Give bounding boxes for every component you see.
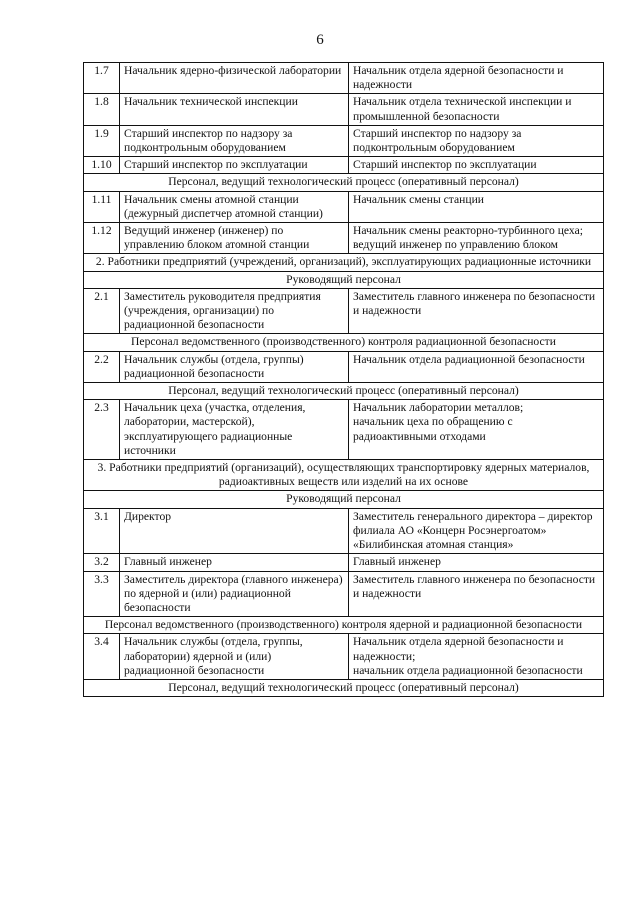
section-header-row [84,679,604,696]
equivalent-position-cell: Заместитель генерального директора – директор филиала АО «Концерн Росэнергоатом» «Билибинская атомная станция» [349,508,604,554]
table-row [84,351,604,382]
section-header: Персонал, ведущий технологический процесс (оперативный персонал) [84,383,604,400]
row-number: 3.3 [84,571,120,617]
row-number: 1.7 [84,63,120,94]
section-header: 2. Работники предприятий (учреждений, организаций), эксплуатирующих радиационные источники [84,254,604,271]
table-row [84,571,604,617]
equivalent-position-cell: Начальник смены станции [349,191,604,222]
position-cell: Начальник смены атомной станции (дежурный диспетчер атомной станции) [120,191,349,222]
table-row [84,63,604,94]
position-cell: Старший инспектор по эксплуатации [120,157,349,174]
row-number: 2.3 [84,400,120,460]
section-header-row [84,174,604,191]
row-number: 3.4 [84,634,120,680]
position-cell: Заместитель директора (главного инженера) по ядерной и (или) радиационной безопасности [120,571,349,617]
row-number: 1.11 [84,191,120,222]
table-row [84,288,604,334]
row-number: 3.1 [84,508,120,554]
section-header-row [84,334,604,351]
table-row [84,223,604,254]
position-cell: Заместитель руководителя предприятия (учреждения, организации) по радиационной безопасности [120,288,349,334]
section-header-row [84,254,604,271]
position-cell: Начальник ядерно-физической лаборатории [120,63,349,94]
table-row [84,508,604,554]
section-header: Персонал, ведущий технологический процесс (оперативный персонал) [84,174,604,191]
position-cell: Начальник технической инспекции [120,94,349,125]
section-header: 3. Работники предприятий (организаций), осуществляющих транспортировку ядерных материалов, радиоактивных веществ или изделий на их основе [84,460,604,491]
section-header-row [84,460,604,491]
equivalent-position-cell: Начальник отдела технической инспекции и промышленной безопасности [349,94,604,125]
row-number: 2.1 [84,288,120,334]
equivalent-position-cell: Заместитель главного инженера по безопасности и надежности [349,571,604,617]
section-header-row [84,491,604,508]
equivalent-position-cell: Начальник отдела ядерной безопасности и надежности; начальник отдела радиационной безопасности [349,634,604,680]
equivalent-position-cell: Старший инспектор по эксплуатации [349,157,604,174]
position-cell: Директор [120,508,349,554]
equivalent-position-cell: Начальник отдела радиационной безопасности [349,351,604,382]
row-number: 3.2 [84,554,120,571]
table-row [84,191,604,222]
section-header: Персонал ведомственного (производственного) контроля радиационной безопасности [84,334,604,351]
position-cell: Начальник цеха (участка, отделения, лаборатории, мастерской), эксплуатирующего радиационные источники [120,400,349,460]
section-header: Персонал, ведущий технологический процесс (оперативный персонал) [84,679,604,696]
table-row [84,554,604,571]
table-body [84,63,604,697]
row-number: 1.9 [84,125,120,156]
section-header: Персонал ведомственного (производственного) контроля ядерной и радиационной безопасности [84,617,604,634]
position-cell: Главный инженер [120,554,349,571]
page-number: 6 [316,32,324,48]
table-row [84,157,604,174]
section-header: Руководящий персонал [84,271,604,288]
equivalent-position-cell: Начальник отдела ядерной безопасности и надежности [349,63,604,94]
position-cell: Ведущий инженер (инженер) по управлению блоком атомной станции [120,223,349,254]
table-row [84,125,604,156]
row-number: 1.10 [84,157,120,174]
table-row [84,94,604,125]
equivalent-position-cell: Начальник смены реакторно-турбинного цеха; ведущий инженер по управлению блоком [349,223,604,254]
equivalent-position-cell: Главный инженер [349,554,604,571]
section-header-row [84,383,604,400]
personnel-table [83,62,604,697]
row-number: 1.8 [84,94,120,125]
equivalent-position-cell: Заместитель главного инженера по безопасности и надежности [349,288,604,334]
section-header-row [84,271,604,288]
position-cell: Начальник службы (отдела, группы) радиационной безопасности [120,351,349,382]
table-row [84,634,604,680]
table-row [84,400,604,460]
position-cell: Старший инспектор по надзору за подконтрольным оборудованием [120,125,349,156]
section-header-row [84,617,604,634]
position-cell: Начальник службы (отдела, группы, лаборатории) ядерной и (или) радиационной безопасности [120,634,349,680]
section-header: Руководящий персонал [84,491,604,508]
row-number: 2.2 [84,351,120,382]
equivalent-position-cell: Старший инспектор по надзору за подконтрольным оборудованием [349,125,604,156]
row-number: 1.12 [84,223,120,254]
equivalent-position-cell: Начальник лаборатории металлов; начальник цеха по обращению с радиоактивными отходами [349,400,604,460]
